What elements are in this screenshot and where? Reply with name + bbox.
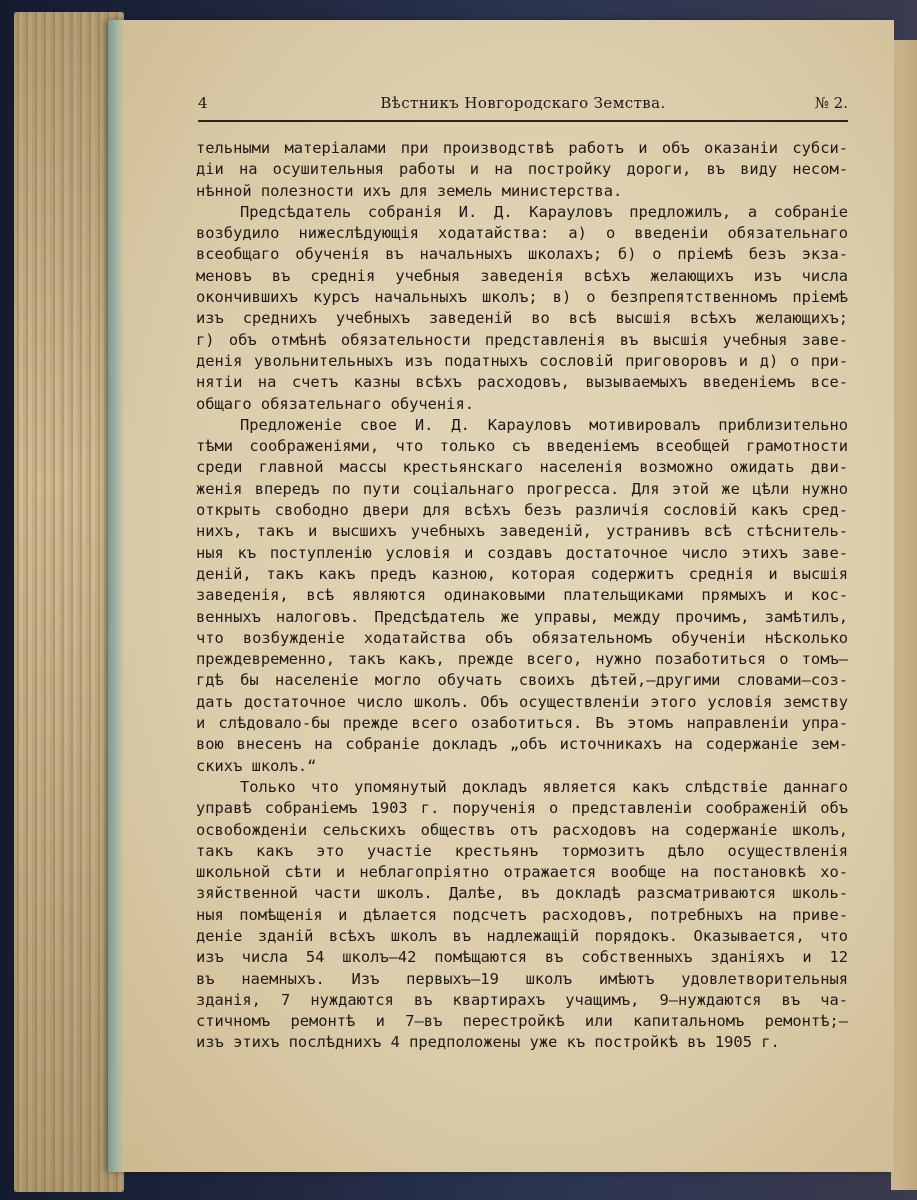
text-line: среди главной массы крестьянскаго населенія возможно ожидать дви- <box>196 458 848 477</box>
text-line: преждевременно, такъ какъ, прежде всего, нужно позаботиться о томъ— <box>196 650 848 669</box>
text-line: венныхъ налоговъ. Предсѣдатель же управы, между прочимъ, замѣтилъ, <box>196 607 848 626</box>
text-line: изъ среднихъ учебныхъ заведеній во всѣ высшія всѣхъ желающихъ; <box>196 309 848 328</box>
text-line: гдѣ бы населеніе могло обучать своихъ дѣтей,—другими словами—соз- <box>196 671 848 690</box>
text-line: окончившихъ курсъ начальныхъ школъ; в) о безпрепятственномъ пріемѣ <box>196 288 848 307</box>
text-line: всеобщаго обученія въ начальныхъ школахъ; б) о пріемѣ безъ экза- <box>196 245 848 264</box>
text-line: деніе зданій всѣхъ школъ въ надлежащій порядокъ. Оказывается, что <box>196 926 848 945</box>
text-line: заведенія, всѣ являются одинаковыми плательщиками прямыхъ и кос- <box>196 586 848 605</box>
text-line: вою внесенъ на собраніе докладъ „объ источникахъ на содержаніе зем- <box>196 735 848 754</box>
running-header <box>198 92 848 122</box>
journal-title: Вѣстникъ Новгородскаго Земства. <box>380 94 666 112</box>
text-line: Предсѣдатель собранія И. Д. Карауловъ предложилъ, а собраніе <box>240 202 848 221</box>
text-line: управѣ собраніемъ 1903 г. порученія о представленіи соображеній объ <box>196 799 848 818</box>
text-line: нятіи на счетъ казны всѣхъ расходовъ, вызываемыхъ введеніемъ все- <box>196 373 848 392</box>
text-line: скихъ школъ.“ <box>196 756 317 775</box>
binding-gutter <box>108 20 124 1172</box>
paragraph <box>196 777 848 1054</box>
text-line: освобожденіи сельскихъ обществъ отъ расходовъ на содержаніе школъ, <box>196 820 848 839</box>
text-line: тельными матеріалами при производствѣ работъ и объ оказаніи субси- <box>196 139 848 157</box>
document-page <box>108 20 894 1172</box>
text-line: тѣми соображеніями, что только съ введеніемъ всеобщей грамотности <box>196 437 848 456</box>
text-line: что возбужденіе ходатайства объ обязательномъ обученіи нѣсколько <box>196 628 848 647</box>
right-page-edge <box>891 40 917 1190</box>
text-line: зданія, 7 нуждаются въ квартирахъ учащимъ, 9—нуждаются въ ча- <box>196 990 848 1009</box>
text-line: женія впередъ по пути соціальнаго прогресса. Для этой же цѣли нужно <box>196 479 848 498</box>
text-line: діи на осушительныя работы и на постройку дороги, въ виду несом- <box>196 160 848 179</box>
text-line: стичномъ ремонтѣ и 7—въ перестройкѣ или капитальномъ ремонтѣ;— <box>196 1012 848 1031</box>
text-line: дать достаточное число школъ. Объ осуществленіи этого условія земству <box>196 692 848 711</box>
text-line: возбудило нижеслѣдующія ходатайства: а) о введеніи обязательнаго <box>196 224 848 243</box>
text-line: ныя къ поступленію условія и создавъ достаточное число этихъ заве- <box>196 543 848 562</box>
text-line: изъ этихъ послѣднихъ 4 предположены уже къ постройкѣ въ 1905 г. <box>196 1033 780 1052</box>
text-line: ныя помѣщенія и дѣлается подсчетъ расходовъ, потребныхъ на приве- <box>196 905 848 924</box>
body-text <box>196 138 848 1054</box>
text-line: деній, такъ какъ предъ казною, которая содержитъ среднія и высшія <box>196 564 848 583</box>
text-line: г) объ отмѣнѣ обязательности представленія въ высшія учебныя заве- <box>196 330 848 349</box>
text-line: нѣнной полезности ихъ для земель министерства. <box>196 181 623 200</box>
text-line: денія увольнительныхъ изъ податныхъ сословій приговоровъ и д) о при- <box>196 351 848 370</box>
page-number: 4 <box>198 94 208 112</box>
text-line: такъ какъ это участіе крестьянъ тормозитъ дѣло осуществленія <box>196 841 848 860</box>
text-line: открыть свободно двери для всѣхъ безъ различія сословій какъ сред- <box>196 501 848 520</box>
paragraph <box>196 202 848 415</box>
text-line: Только что упомянутый докладъ является какъ слѣдствіе даннаго <box>240 777 848 796</box>
text-line: общаго обязательнаго обученія. <box>196 394 474 413</box>
text-line: въ наемныхъ. Изъ первыхъ—19 школъ имѣютъ удовлетворительныя <box>196 969 848 988</box>
paragraph <box>196 138 848 202</box>
text-line: школьной сѣти и неблагопріятно отражается вообще на постановкѣ хо- <box>196 863 848 882</box>
text-line: изъ числа 54 школъ—42 помѣщаются въ собственныхъ зданіяхъ и 12 <box>196 948 848 967</box>
issue-number: № 2. <box>814 94 848 112</box>
paragraph <box>196 415 848 777</box>
text-line: и слѣдовало-бы прежде всего озаботиться. Въ этомъ направленіи упра- <box>196 714 848 733</box>
text-line: меновъ въ среднія учебныя заведенія всѣхъ желающихъ изъ числа <box>196 266 848 285</box>
text-line: нихъ, такъ и высшихъ учебныхъ заведеній, устранивъ всѣ стѣснитель- <box>196 522 848 541</box>
text-line: зяйственной части школъ. Далѣе, въ докладѣ разсматриваются школь- <box>196 884 848 903</box>
text-line: Предложеніе свое И. Д. Карауловъ мотивировалъ приблизительно <box>240 415 848 434</box>
